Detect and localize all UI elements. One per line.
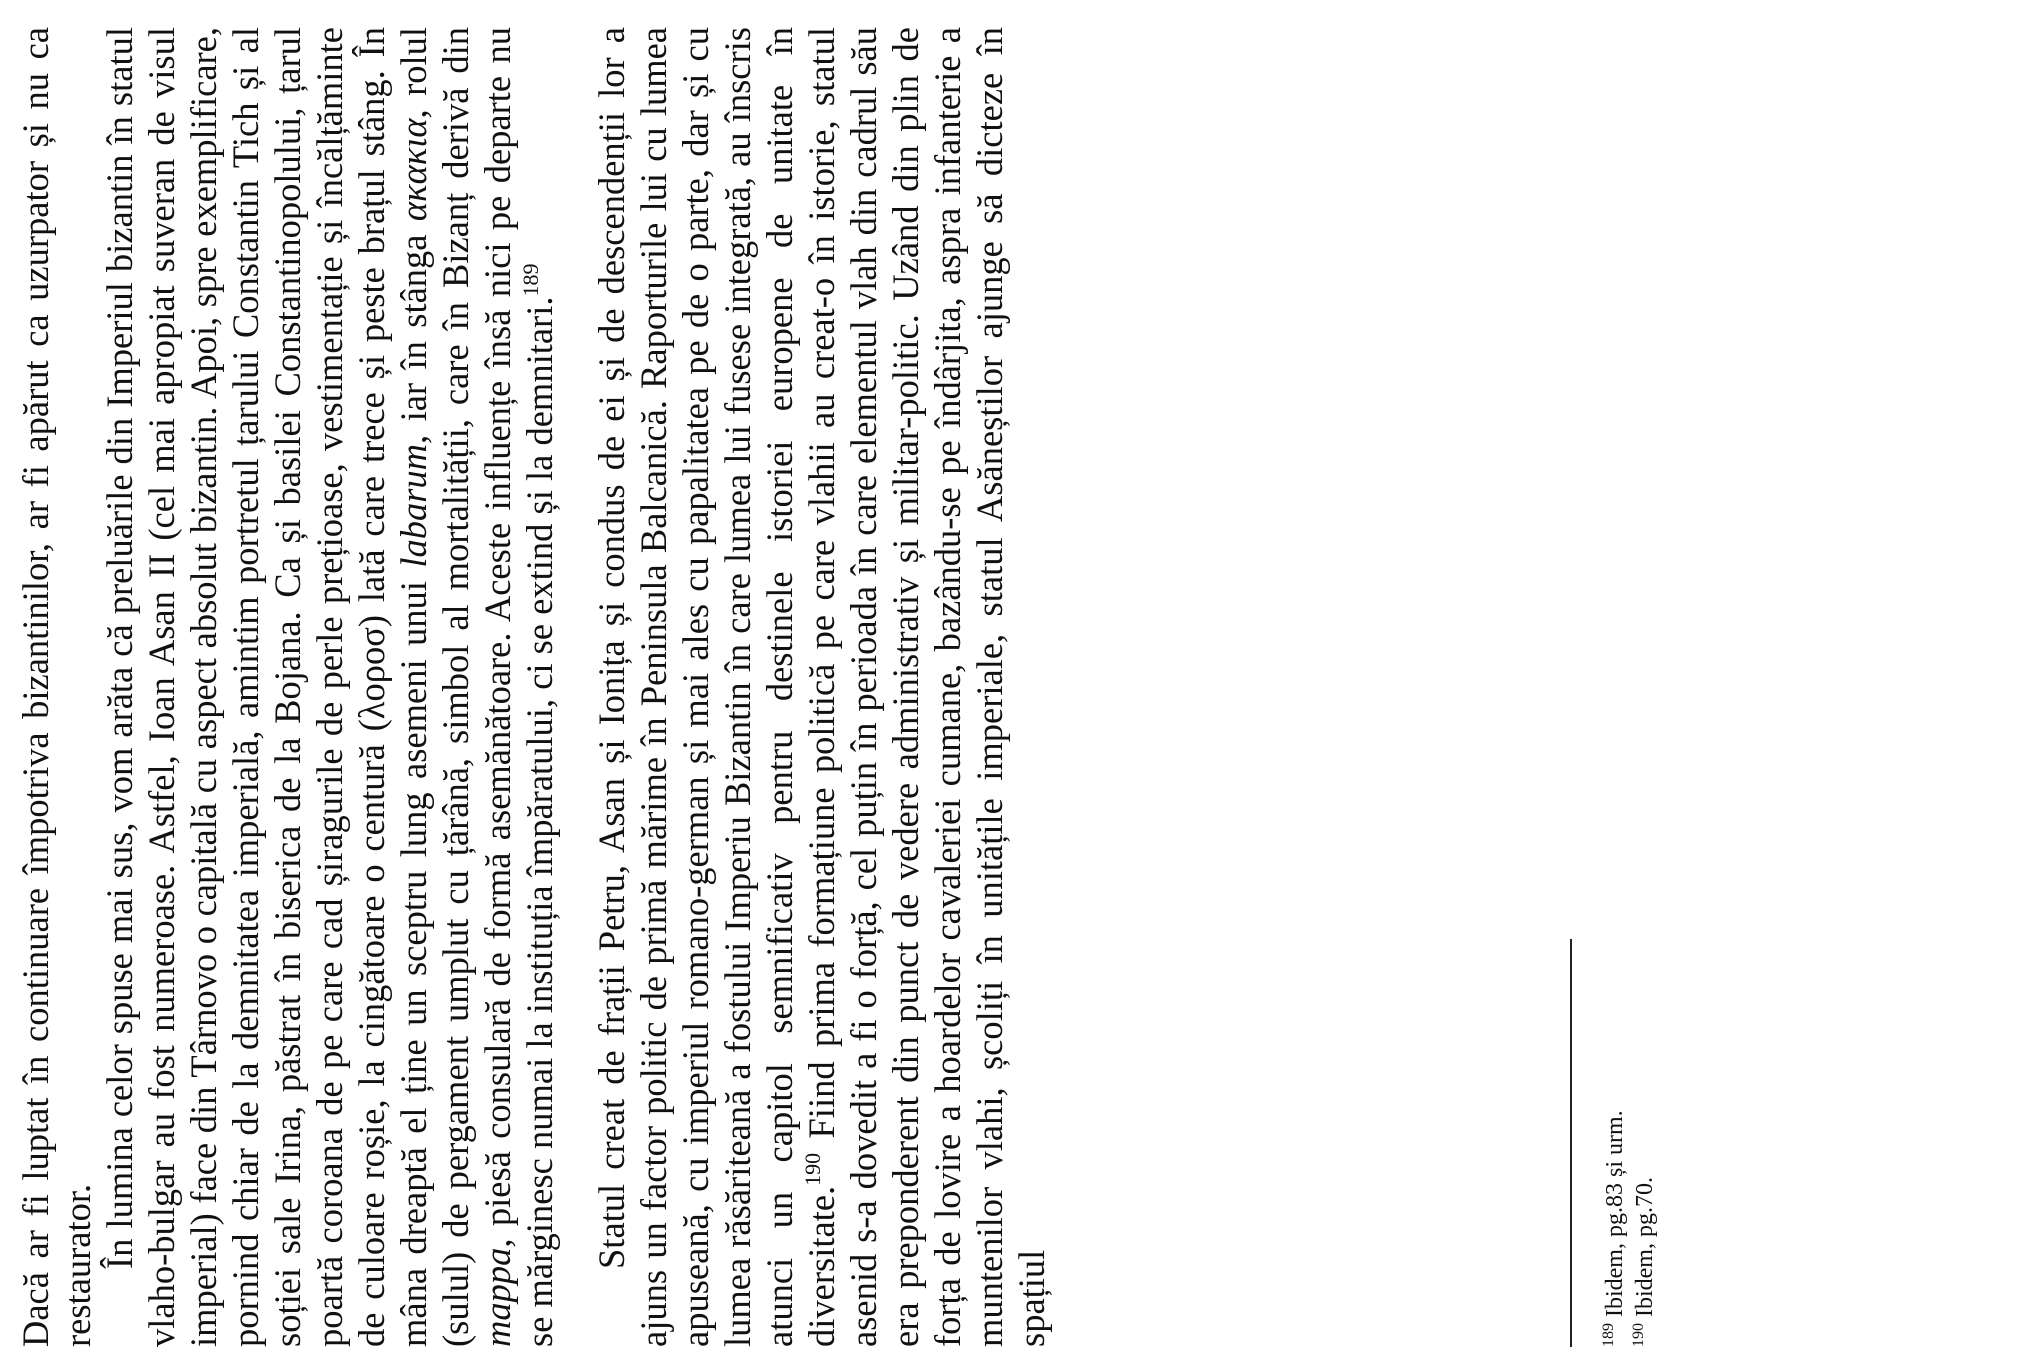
footnote-190	[1630, 147, 1660, 1347]
footnote-text: Ibidem, pg.83 și urm.	[1602, 1110, 1628, 1317]
footnote-number: 189	[1600, 1323, 1617, 1347]
term-mappa: mappa	[477, 1247, 518, 1347]
paragraph-2-text-continued: , iar în stânga	[393, 221, 434, 444]
footnote-ref-189: 189	[518, 263, 543, 297]
paragraph-3	[591, 27, 1053, 1347]
paragraph-2	[99, 27, 561, 1347]
paragraph-3-text: Statul creat de frații Petru, Asan și Ionița și condus de ei și de descendenții lor a ajuns un factor politic de primă mărime în Peninsula Balcanică. Raporturile lui cu lumea apuseană, cu imperiul romano-german și mai ales cu papalitatea pe de o parte, dar și cu lumea răsăriteană a fostului Imperiu Bizantin în care lumea lui fusese integrată, au înscris atunci un capitol semnificativ pentru destinele istoriei europene de unitate în diversitate.	[591, 27, 842, 1347]
footnote-189	[1600, 147, 1630, 1347]
paragraph-2-text-end: , piesă consulară de formă asemănătoare. Aceste influențe însă nici pe departe nu se mărginesc numai la instituția împăratului, ci se extind și la demnitari.	[477, 27, 560, 1347]
paragraph-1	[15, 27, 99, 1347]
body-text	[15, 27, 1053, 1347]
footnotes	[1600, 147, 1660, 1347]
paragraph-3-text-continued: Fiind prima formațiune politică pe care vlahii au creat-o în istorie, statul asenid s-a dovedit a fi o forță, cel puțin în perioada în care elementul vlah din cadrul său era preponderent din punct de vedere administrativ și militar-politic. Uzând din plin de forța de lovire a hoardelor cavaleriei cumane, bazându-se pe îndârjita, aspra infanterie a muntenilor vlahi, școliți în unitățile imperiale, statul Asăneștilor ajunge să dicteze în spațiul	[801, 27, 1052, 1347]
paragraph-2-text: În lumina celor spuse mai sus, vom arăta că preluările din Imperiul bizantin în statul vlaho-bulgar au fost numeroase. Astfel, Ioan Asan II (cel mai apropiat suveran de visul imperial) face din Târnovo o capitală cu aspect absolut bizantin. Apoi, spre exemplificare, pornind chiar de la demnitatea imperială, amintim portretul țarului Constantin Tich și al soției sale Irina, păstrat în biserica de la Bojana. Ca și basilei Constantinopolului, țarul poartă coroana de pe care cad șiragurile de perle prețioase, vestimentație și încălțăminte de culoare roșie, la cingătoare o centură (λοροσ) lată care trece și peste brațul stâng. În mâna dreaptă el ține un sceptru lung asemeni unui	[99, 27, 434, 1347]
paragraph-1-text: Dacă ar fi luptat în continuare împotriva bizantinilor, ar fi apărut ca uzurpator și nu ca restaurator.	[15, 27, 98, 1347]
footnote-text: Ibidem, pg.70.	[1632, 1177, 1658, 1317]
paragraph-2-text-continued: , rolul (sulul) de pergament umplut cu țărână, simbol al mortalității, care în Bizanț derivă din	[393, 26, 476, 1347]
footnote-separator	[1570, 939, 1572, 1347]
term-akakia: ακακια	[393, 118, 434, 222]
term-labarum: labarum	[393, 443, 434, 568]
footnote-ref-190: 190	[800, 1152, 825, 1186]
footnote-number: 190	[1630, 1323, 1647, 1347]
